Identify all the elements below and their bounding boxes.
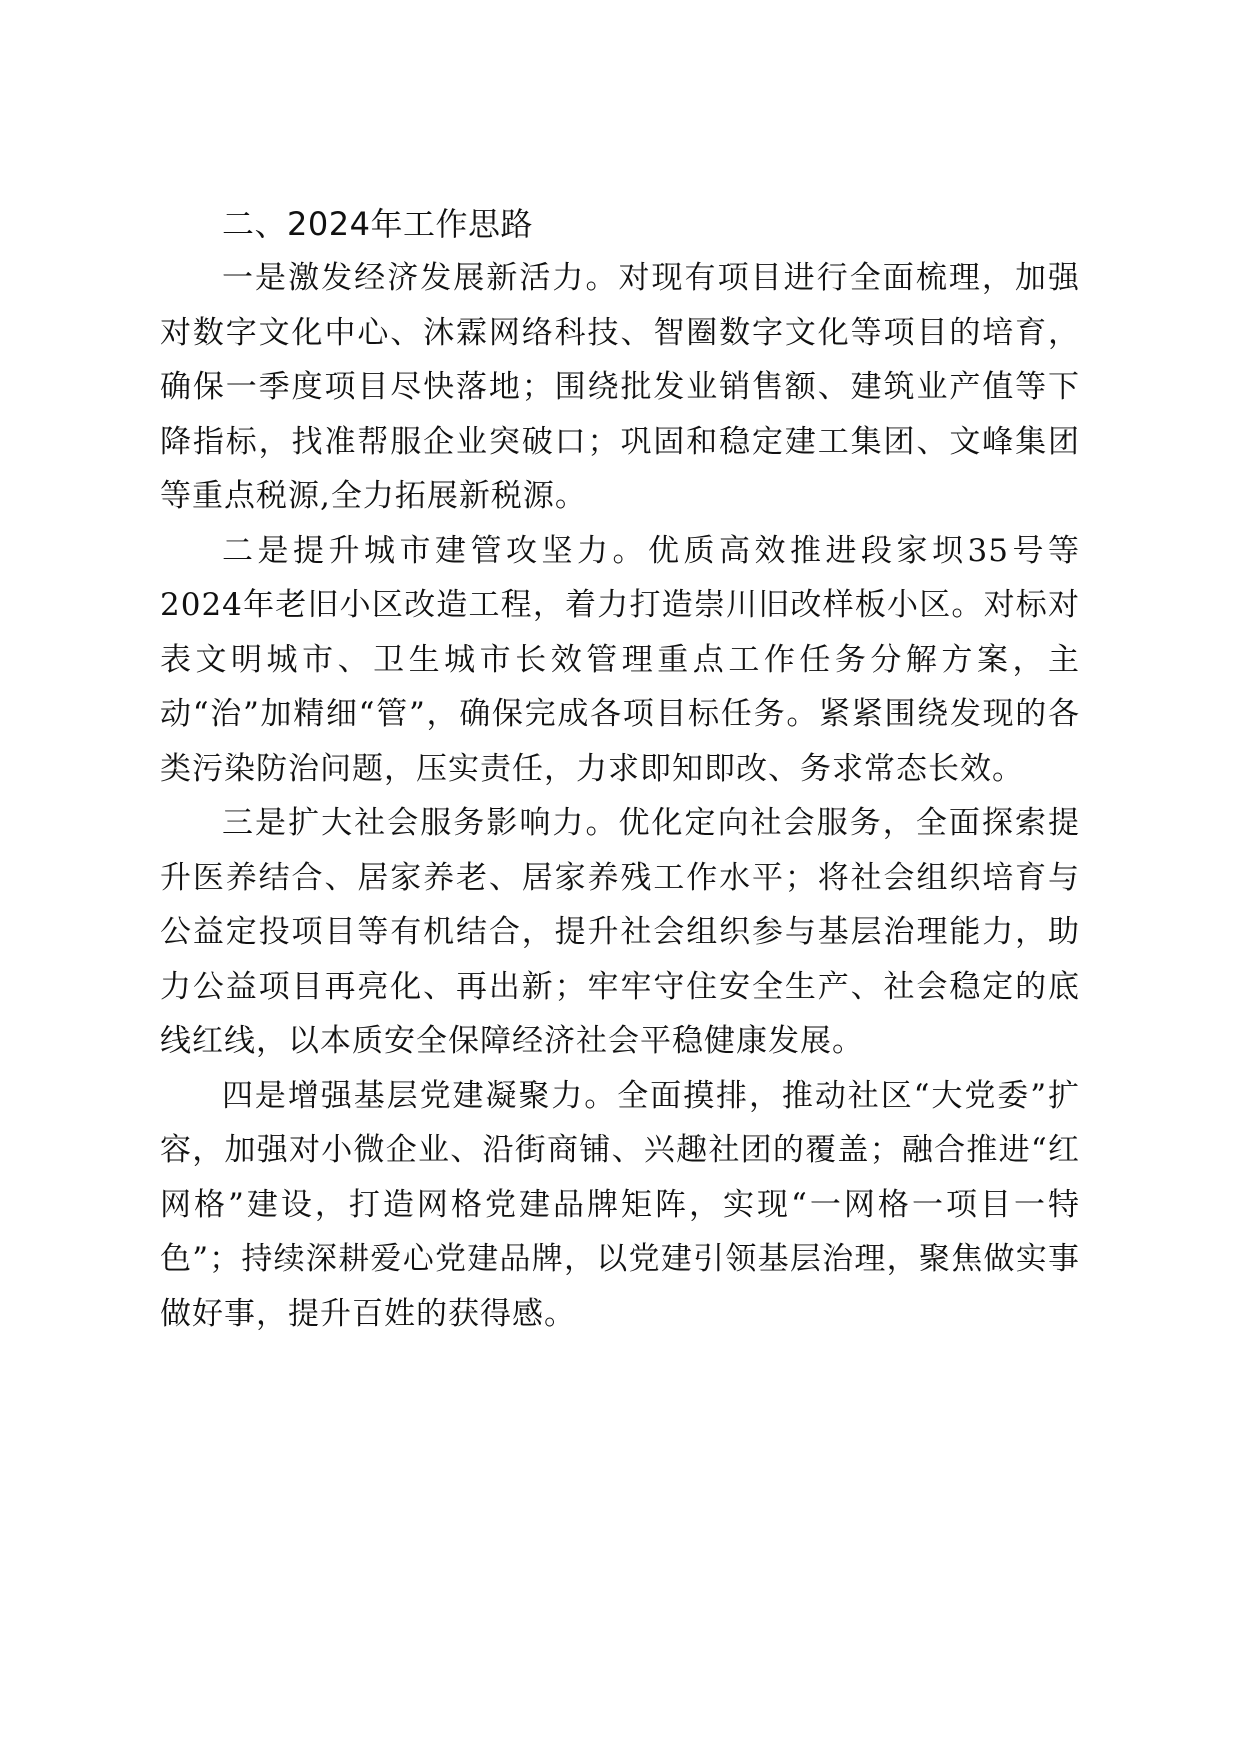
paragraph-party-building: 四是增强基层党建凝聚力。全面摸排，推动社区“大党委”扩容，加强对小微企业、沿街商铺、兴趣社团的覆盖；融合推进“红网格”建设，打造网格党建品牌矩阵，实现“一网格一项目一特色”；持续深耕爱心党建品牌，以党建引领基层治理，聚焦做实事做好事，提升百姓的获得感。 <box>160 1077 1080 1332</box>
paragraph-urban-management: 二是提升城市建管攻坚力。优质高效推进段家坝35号等2024年老旧小区改造工程，着力打造崇川旧改样板小区。对标对表文明城市、卫生城市长效管理重点工作任务分解方案，主动“治”加精细“管”，确保完成各项目标任务。紧紧围绕发现的各类污染防治问题，压实责任，力求即知即改、务求常态长效。 <box>160 532 1080 787</box>
paragraph-economy: 一是激发经济发展新活力。对现有项目进行全面梳理，加强对数字文化中心、沐霖网络科技、智圈数字文化等项目的培育，确保一季度项目尽快落地；围绕批发业销售额、建筑业产值等下降指标，找准帮服企业突破口；巩固和稳定建工集团、文峰集团等重点税源,全力拓展新税源。 <box>160 260 1080 514</box>
document-body <box>160 198 1080 1341</box>
section-heading: 二、2024年工作思路 <box>222 205 533 243</box>
paragraph-social-service: 三是扩大社会服务影响力。优化定向社会服务，全面探索提升医养结合、居家养老、居家养残工作水平；将社会组织培育与公益定投项目等有机结合，提升社会组织参与基层治理能力，助力公益项目再亮化、再出新；牢牢守住安全生产、社会稳定的底线红线，以本质安全保障经济社会平稳健康发展。 <box>160 805 1080 1059</box>
